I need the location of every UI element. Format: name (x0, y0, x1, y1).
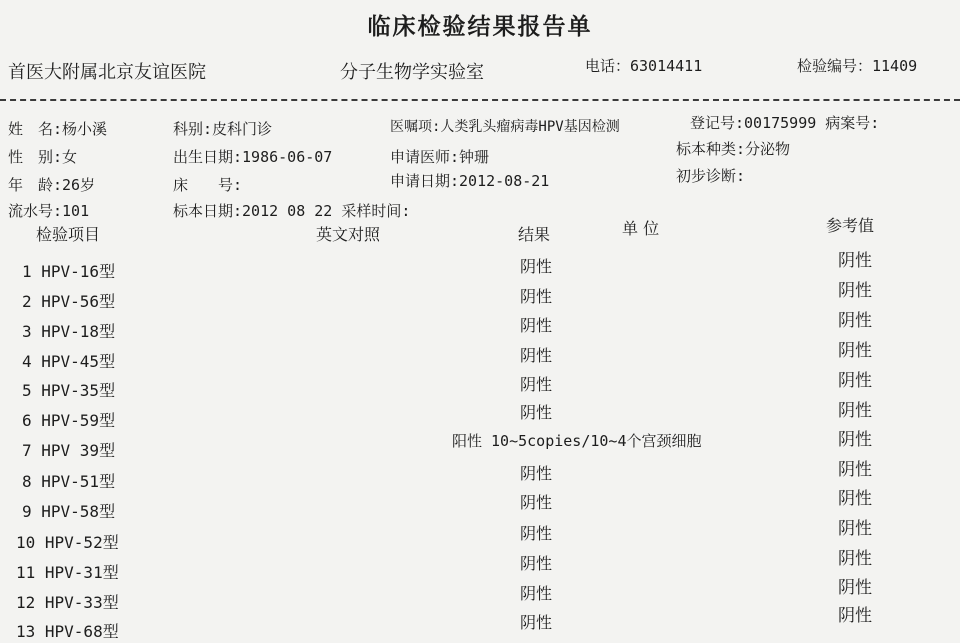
test-result-positive: 阳性 10~5copies/10~4个宫颈细胞 (452, 432, 702, 450)
reference-value: 阴性 (838, 460, 872, 480)
patient-gender: 性 别:女 (8, 148, 78, 166)
reference-value: 阴性 (838, 430, 872, 450)
test-row-name: 13 HPV-68型 (16, 622, 119, 641)
test-row-name: 6 HPV-59型 (22, 411, 116, 430)
column-reference: 参考值 (826, 216, 875, 235)
department: 科别:皮科门诊 (173, 120, 273, 138)
reference-value: 阴性 (838, 311, 872, 331)
bed-number: 床 号: (173, 176, 243, 194)
test-result: 阴性 (520, 493, 553, 512)
reference-value: 阴性 (838, 519, 872, 539)
test-result: 阴性 (520, 375, 553, 394)
test-result: 阴性 (520, 287, 553, 306)
test-result: 阴性 (520, 464, 553, 483)
test-result: 阴性 (520, 257, 553, 276)
column-result: 结果 (518, 225, 551, 244)
test-result: 阴性 (520, 524, 553, 543)
column-item: 检验项目 (36, 225, 101, 244)
test-result: 阴性 (520, 613, 553, 632)
order-item: 医嘱项:人类乳头瘤病毒HPV基因检测 (390, 119, 620, 135)
test-row-name: 10 HPV-52型 (16, 533, 119, 552)
reference-value: 阴性 (838, 341, 872, 361)
test-row-name: 4 HPV-45型 (22, 352, 116, 371)
test-row-name: 11 HPV-31型 (16, 563, 119, 582)
serial-number: 流水号:101 (8, 202, 90, 220)
divider (0, 99, 960, 101)
reference-value: 阴性 (838, 371, 872, 391)
patient-age: 年 龄:26岁 (8, 176, 96, 194)
reference-value: 阴性 (838, 606, 872, 626)
test-row-name: 1 HPV-16型 (22, 262, 116, 281)
test-row-name: 5 HPV-35型 (22, 381, 116, 400)
column-english: 英文对照 (316, 225, 381, 244)
test-row-name: 8 HPV-51型 (22, 472, 116, 491)
test-result: 阴性 (520, 346, 553, 365)
preliminary-diagnosis: 初步诊断: (676, 167, 746, 185)
test-result: 阴性 (520, 403, 553, 422)
test-row-name: 12 HPV-33型 (16, 593, 119, 612)
test-row-name: 3 HPV-18型 (22, 322, 116, 341)
phone-number: 电话：63014411 (585, 57, 703, 75)
request-date: 申请日期:2012-08-21 (390, 172, 550, 190)
lab-name: 分子生物学实验室 (340, 62, 484, 83)
specimen-date: 标本日期:2012 08 22 采样时间: (173, 202, 411, 220)
test-number: 检验编号：11409 (797, 57, 918, 75)
report-title: 临床检验结果报告单 (367, 13, 593, 40)
test-result: 阴性 (520, 584, 553, 603)
column-unit: 单 位 (622, 219, 660, 238)
patient-name: 姓 名:杨小溪 (8, 120, 108, 138)
reference-value: 阴性 (838, 549, 872, 569)
test-result: 阴性 (520, 554, 553, 573)
reference-value: 阴性 (838, 251, 872, 271)
reference-value: 阴性 (838, 281, 872, 301)
birth-date: 出生日期:1986-06-07 (173, 148, 333, 166)
reference-value: 阴性 (838, 401, 872, 421)
reference-value: 阴性 (838, 578, 872, 598)
specimen-type: 标本种类:分泌物 (676, 140, 791, 158)
test-row-name: 7 HPV 39型 (22, 441, 116, 460)
reference-value: 阴性 (838, 489, 872, 509)
hospital-name: 首医大附属北京友谊医院 (8, 62, 206, 83)
test-row-name: 2 HPV-56型 (22, 292, 116, 311)
requesting-doctor: 申请医师:钟珊 (390, 148, 490, 166)
test-result: 阴性 (520, 316, 553, 335)
test-row-name: 9 HPV-58型 (22, 502, 116, 521)
registration-number: 登记号:00175999 病案号: (690, 114, 880, 132)
